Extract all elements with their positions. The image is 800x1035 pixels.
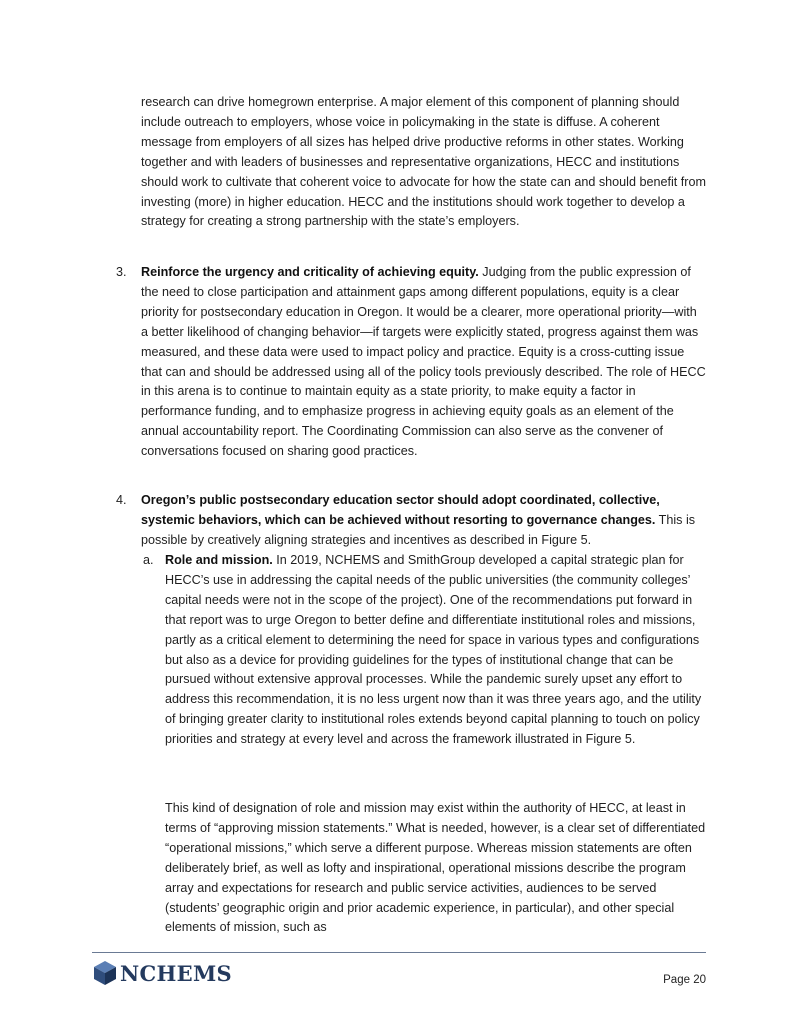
item-3-paragraph [141,263,706,462]
sub-item-a-second-paragraph: This kind of designation of role and mission may exist within the authority of HECC, at least in terms of “approving mission statements.” What is needed, however, is a clear set of differentiated “operational missions,” which serve a different purpose. Whereas mission statements are often deliberately brief, as well as lofty and inspirational, operational missions describe the program array and expectations for research and public service activities, audiences to be served (students’ geographic origin and prior academic experience, in particular), and other special elements of mission, such as [165,801,706,935]
sub-item-letter: a. [143,553,154,567]
list-item-3 [116,263,706,462]
sub-item-a-heading: Role and mission. [165,553,273,567]
list-item-4 [116,491,706,551]
footer-divider [92,952,706,953]
continuation-paragraph: research can drive homegrown enterprise. A major element of this component of planning should include outreach to employers, whose voice in policymaking in the state is diffuse. A coherent message from employers of all sizes has helped drive productive reforms in other states. Working together and with leaders of businesses and representative organizations, HECC and institutions should work to cultivate that coherent voice to advocate for how the state can and should benefit from investing (more) in higher education. HECC and the institutions should work together to develop a strategy for creating a strong partnership with the state’s employers. [141,95,706,229]
item-3-heading: Reinforce the urgency and criticality of achieving equity. [141,265,479,279]
page-number: Page 20 [663,974,706,986]
item-4-paragraph [141,491,706,551]
item-4-heading: Oregon’s public postsecondary education sector should adopt coordinated, collective, systemic behaviors, which can be achieved without resorting to governance changes. [141,493,660,527]
sub-item-a [143,551,706,750]
nchems-logo [93,958,232,988]
sub-item-a-paragraph [165,551,706,750]
item-3-body: Judging from the public expression of the need to close participation and attainment gaps among different populations, equity is a clear priority for postsecondary education in Oregon. It would be a clearer, more operational priority—with a better likelihood of changing behavior—if targets were explicitly stated, progress against them was measured, and these data were used to impact policy and practice. Equity is a cross-cutting issue that can and should be addressed using all of the policy tools previously described. The role of HECC in this arena is to continue to maintain equity as a state priority, to make equity a factor in performance funding, and to emphasize progress in achieving equity goals as an element of the annual accountability report. The Coordinating Commission can also serve as the convener of conversations focused on sharing good practices. [141,265,706,459]
list-number: 3. [116,265,127,279]
logo-wordmark: NCHEMS [120,960,232,986]
sub-item-a-body: In 2019, NCHEMS and SmithGroup developed a capital strategic plan for HECC’s use in addressing the capital needs of the public universities (the community colleges’ capital needs were not in the scope of the project). One of the recommendations put forward in that report was to urge Oregon to better define and differentiate institutional roles and missions, partly as a critical element to determining the need for space in various types and configurations but also as a device for providing guidelines for the types of institutional change that can be pursued without extensive approval processes. While the pandemic surely upset any effort to address this recommendation, it is no less urgent now than it was three years ago, and the utility of bringing greater clarity to institutional roles extends beyond capital planning to touch on policy priorities and strategy at every level and across the framework illustrated in Figure 5. [165,553,702,747]
cube-logo-icon [93,960,117,986]
list-number: 4. [116,493,127,507]
item-4-body: This is possible by creatively aligning strategies and incentives as described in Figure 5. [141,512,696,547]
